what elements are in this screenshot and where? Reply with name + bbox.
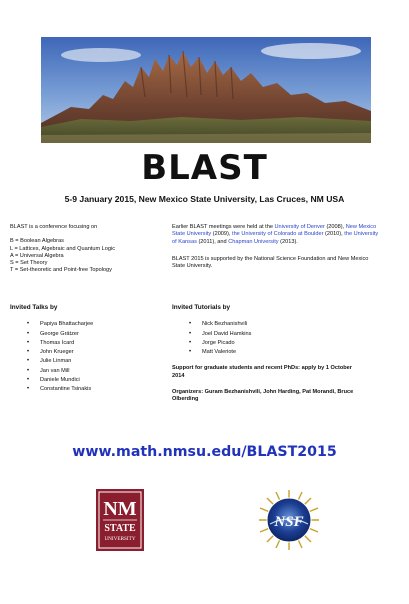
nm-logo-line2: STATE [104,523,136,534]
speaker-item: • John Krueger [10,348,170,357]
right-column [172,224,382,277]
earlier-text: (2008), [324,224,346,230]
speaker-item: • Constantine Tsinakis [10,385,170,394]
earlier-text: Earlier BLAST meetings were held at the [172,224,275,230]
mountain-photo [41,37,371,143]
left-column [10,224,170,289]
topics-list [10,238,170,274]
speaker-item: • Daniele Mundici [10,376,170,385]
topic-item: T = Set-theoretic and Point-free Topology [10,267,112,274]
link-university-of-denver[interactable]: University of Denver [274,224,325,230]
grad-support-text: Support for graduate students and recent PhDs: apply by 1 October 2014 [172,365,352,379]
earlier-meetings-text [172,224,382,246]
tutor-item: • Joel David Hamkins [172,330,382,339]
earlier-text: (2013). [278,238,298,245]
tutor-item: • Nick Bezhanishvili [172,320,382,329]
invited-talks-heading: Invited Talks by [10,304,58,311]
speaker-item: • Thomas Icard [10,339,170,348]
topic-item: S = Set Theory [10,260,48,267]
nm-logo-line1: NM [103,498,137,520]
support-text: BLAST 2015 is supported by the National Science Foundation and New Mexico State University. [172,255,369,270]
nsf-logo [256,488,322,552]
topic-item: A = Universal Algebra [10,252,64,259]
conference-url-link[interactable]: www.math.nmsu.edu/BLAST2015 [72,444,337,460]
invited-tutorials-heading: Invited Tutorials by [172,304,231,311]
earlier-text: (2009), [211,231,233,238]
nm-logo-line3: UNIVERSITY [104,536,136,542]
intro-text: BLAST is a conference focusing on [10,224,98,230]
tutor-item: • Jorge Picado [172,339,382,348]
nm-state-logo [95,488,145,552]
speaker-item: • Jan van Mill [10,367,170,376]
page-title: BLAST [141,148,268,188]
speaker-item: • Papiya Bhattacharjee [10,320,170,329]
conference-subtitle: 5-9 January 2015, New Mexico State University, Las Cruces, NM USA [64,194,345,204]
invited-talks-list [10,320,170,394]
earlier-text: (2011), and [196,238,229,245]
topic-item: L = Lattices, Algebraic and Quantum Logic [10,245,116,252]
link-chapman-university[interactable]: Chapman University [228,238,279,245]
speaker-item: • Julie Linman [10,357,170,366]
invited-tutorials-section [172,304,382,411]
nm-state-logo-graphic [95,488,145,552]
mountain-illustration [41,37,371,143]
topic-item: B = Boolean Algebras [10,238,64,245]
speaker-item: • George Grätzer [10,330,170,339]
nsf-logo-graphic [256,488,322,552]
earlier-text: (2010), [323,231,345,238]
invited-talks-section [10,304,170,395]
nsf-logo-text: NSF [274,514,304,530]
link-university-of-kansas[interactable]: the University of Kansas [172,231,379,245]
organizers-text: Organizers: Guram Bezhanishvili, John Harding, Pat Morandi, Bruce Olberding [172,389,354,403]
link-university-of-colorado[interactable]: the University of Colorado at Boulder [232,231,324,238]
link-new-mexico-state-university[interactable]: New Mexico State University [172,224,377,238]
tutor-item: • Matt Valeriote [172,348,382,357]
invited-tutorials-list [172,320,382,357]
